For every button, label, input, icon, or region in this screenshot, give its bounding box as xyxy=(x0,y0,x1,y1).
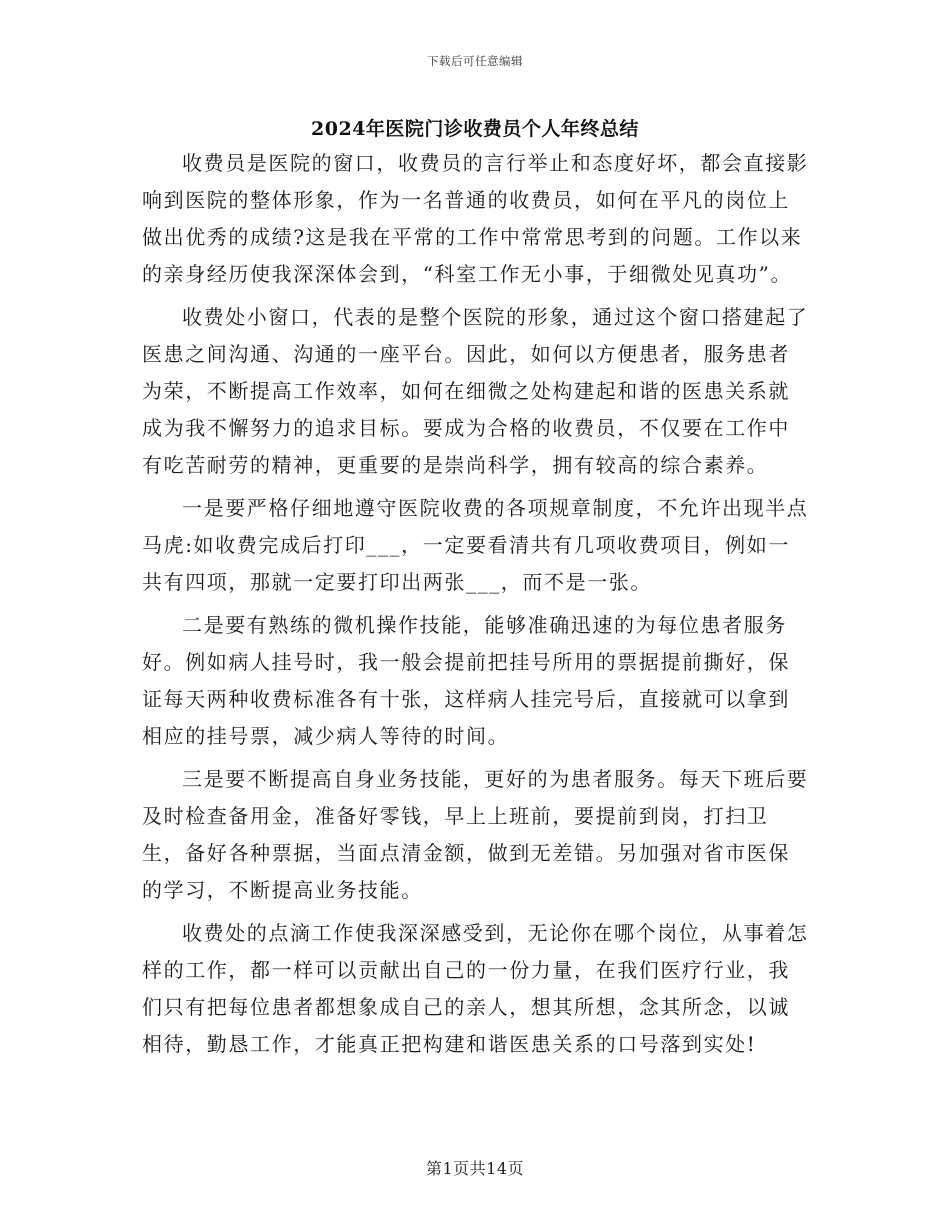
paragraph: 三是要不断提高自身业务技能，更好的为患者服务。每天下班后要及时检查备用金，准备好零钱，早上上班前，要提前到岗，打扫卫生，备好各种票据，当面点清金额，做到无差错。另加强对省市医保的学习，不断提高业务技能。 xyxy=(142,767,809,902)
paragraph: 二是要有熟练的微机操作技能，能够准确迅速的为每位患者服务好。例如病人挂号时，我一般会提前把挂号所用的票据提前撕好，保证每天两种收费标准各有十张，这样病人挂完号后，直接就可以拿到相应的挂号票，减少病人等待的时间。 xyxy=(142,613,790,748)
paragraph: 收费处小窗口，代表的是整个医院的形象，通过这个窗口搭建起了医患之间沟通、沟通的一座平台。因此，如何以方便患者，服务患者为荣，不断提高工作效率，如何在细微之处构建起和谐的医患关系就成为我不懈努力的追求目标。要成为合格的收费员，不仅要在工作中有吃苦耐劳的精神，更重要的是崇尚科学，拥有较高的综合素养。 xyxy=(142,305,809,477)
header-note: 下载后可任意编辑 xyxy=(427,54,523,68)
document-title: 2024年医院门诊收费员个人年终总结 xyxy=(311,118,639,140)
document-body xyxy=(142,145,810,1069)
paragraph: 一是要严格仔细地遵守医院收费的各项规章制度，不允许出现半点马虎:如收费完成后打印___，一定要看清共有几项收费项目，例如一共有四项，那就一定要打印出两张___，而不是一张。 xyxy=(142,496,809,594)
paragraph: 收费员是医院的窗口，收费员的言行举止和态度好坏，都会直接影响到医院的整体形象，作为一名普通的收费员，如何在平凡的岗位上做出优秀的成绩?这是我在平常的工作中常常思考到的问题。工作以来的亲身经历使我深深体会到，“科室工作无小事，于细微处见真功”。 xyxy=(142,151,809,286)
page-number: 第1页共14页 xyxy=(425,1159,525,1178)
paragraph: 收费处的点滴工作使我深深感受到，无论你在哪个岗位，从事着怎样的工作，都一样可以贡献出自己的一份力量，在我们医疗行业，我们只有把每位患者都想象成自己的亲人，想其所想，念其所念，以诚相待，勤恳工作，才能真正把构建和谐医患关系的口号落到实处! xyxy=(142,921,809,1056)
